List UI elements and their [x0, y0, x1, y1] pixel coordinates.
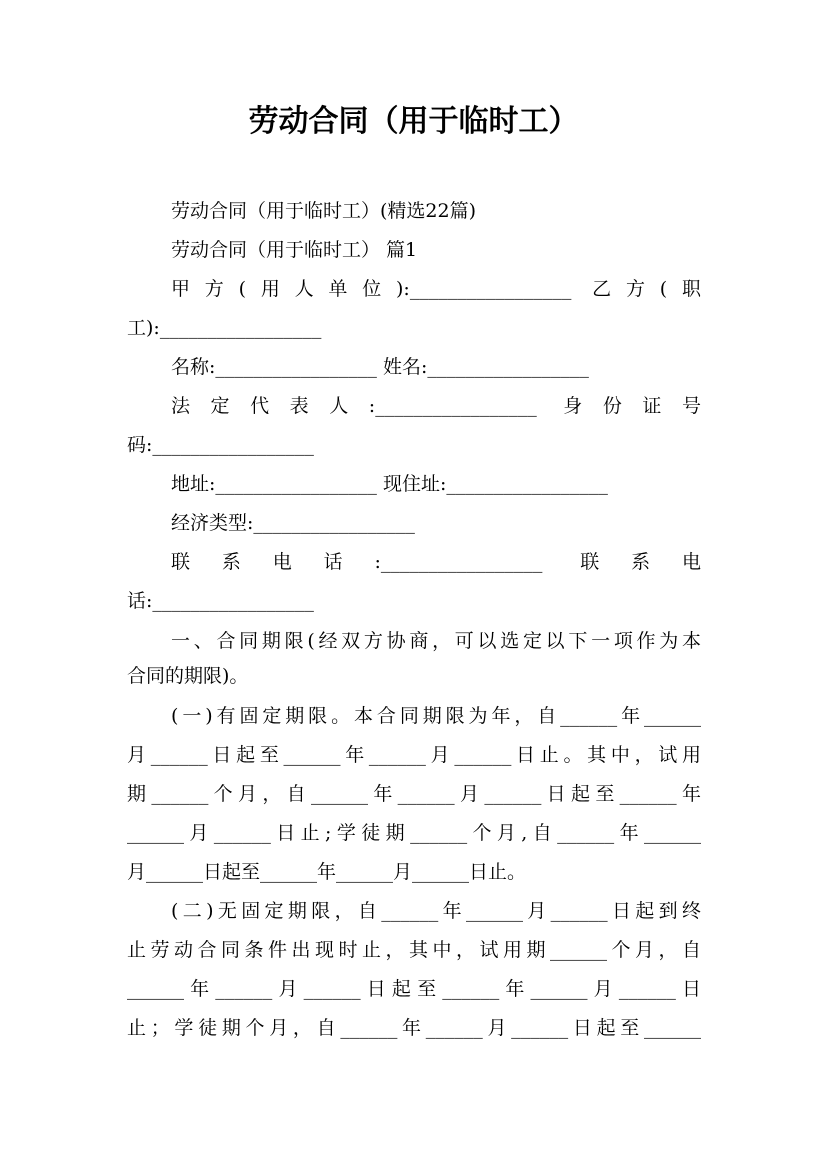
document-title: 劳动合同（用于临时工）: [248, 104, 579, 139]
id-number-line: 码:_________________: [127, 434, 314, 456]
party-a-line: 甲方(用人单位):_________________ 乙方(职: [171, 278, 701, 300]
party-b-line: 工):_________________: [127, 317, 322, 339]
legal-rep-line: 法定代表人:_________________ 身份证号: [171, 395, 701, 417]
term-heading-line: 一、合同期限(经双方协商，可以选定以下一项作为本: [171, 630, 701, 652]
section-heading: 劳动合同（用于临时工） 篇1: [171, 239, 418, 261]
fixed-term-line: (一)有固定期限。本合同期限为年，自______年______: [171, 705, 701, 727]
open-term-line: (二)无固定期限，自______年______月______日起到终: [171, 900, 701, 922]
name-line: 名称:_________________ 姓名:_________________: [171, 356, 589, 378]
address-line: 地址:_________________ 现住址:_________________: [171, 473, 608, 495]
fixed-term-line: 期______个月，自______年______月______日起至______年: [127, 783, 701, 805]
open-term-line: ______年______月______日起至______年______月______日: [127, 978, 701, 1000]
fixed-term-line: 月______日起至______年______月______日止。: [127, 861, 527, 883]
fixed-term-line: 月______日起至______年______月______日止。其中，试用: [127, 744, 701, 766]
term-heading-cont: 合同的期限)。: [127, 665, 249, 687]
economic-type-line: 经济类型:_________________: [171, 512, 415, 534]
open-term-line: 止；学徒期个月，自______年______月______日起至______: [127, 1017, 701, 1039]
subtitle-line: 劳动合同（用于临时工）(精选22篇): [171, 200, 477, 222]
fixed-term-line: ______月______日止;学徒期______个月,自______年______: [127, 822, 701, 844]
phone-line: 联系电话:_________________ 联系电: [171, 551, 701, 573]
phone-line-cont: 话:_________________: [127, 590, 314, 612]
open-term-line: 止劳动合同条件出现时止，其中，试用期______个月，自: [127, 939, 701, 961]
